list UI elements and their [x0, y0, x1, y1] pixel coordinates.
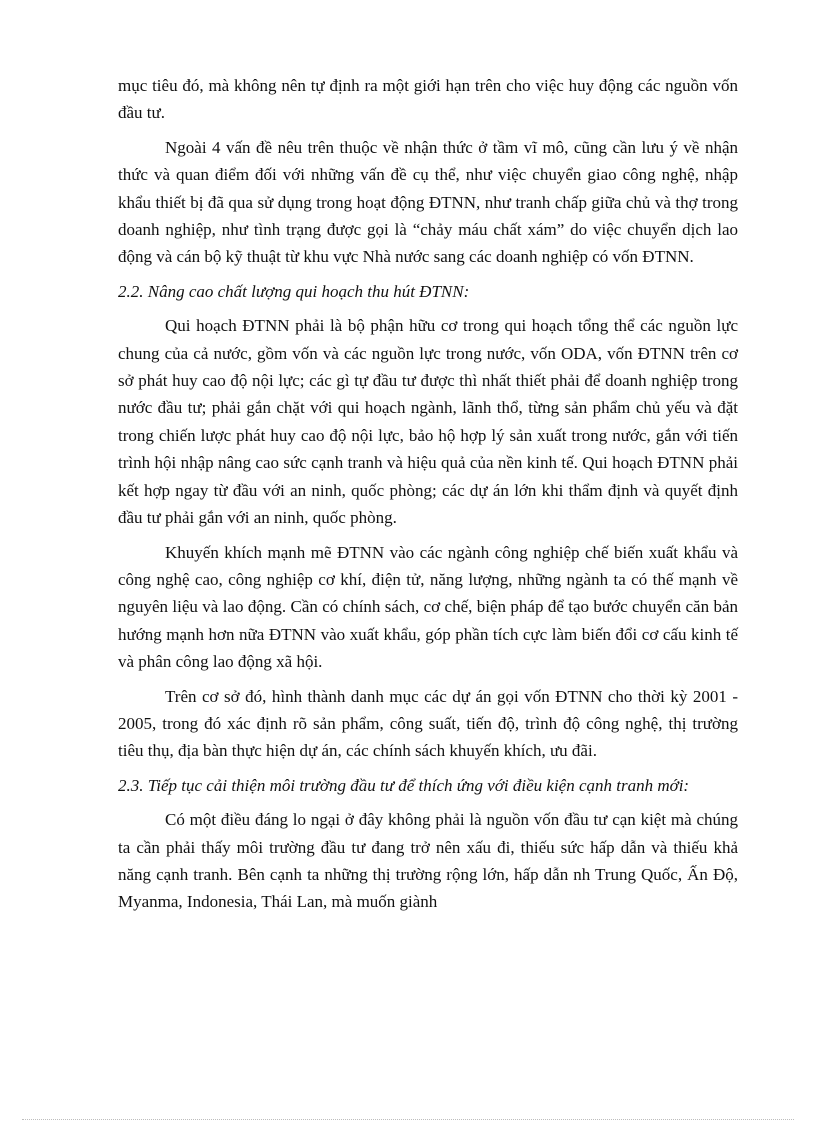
- paragraph-encouragement: Khuyến khích mạnh mẽ ĐTNN vào các ngành công nghiệp chế biến xuất khẩu và công nghệ cao, công nghiệp cơ khí, điện tử, năng lượng, những ngành ta có thế mạnh về nguyên liệu và lao động. Cần có chính sách, cơ chế, biện pháp để tạo bước chuyển căn bản hướng mạnh hơn nữa ĐTNN vào xuất khẩu, góp phần tích cực làm biến đổi cơ cấu kinh tế và phân công lao động xã hội.: [118, 542, 738, 672]
- section-heading-2-2: 2.2. Nâng cao chất lượng qui hoạch thu hút ĐTNN:: [118, 281, 470, 301]
- paragraph-project-list: Trên cơ sở đó, hình thành danh mục các dự án gọi vốn ĐTNN cho thời kỳ 2001 - 2005, trong đó xác định rõ sản phẩm, công suất, tiến độ, trình độ công nghệ, thị trường tiêu thụ, địa bàn thực hiện dự án, các chính sách khuyến khích, ưu đãi.: [118, 686, 738, 761]
- page-bottom-rule: [22, 1119, 794, 1120]
- paragraph-continuation: mục tiêu đó, mà không nên tự định ra một giới hạn trên cho việc huy động các nguồn vốn đầu tư.: [118, 76, 738, 123]
- document-body: [118, 72, 738, 923]
- paragraph-awareness: Ngoài 4 vấn đề nêu trên thuộc về nhận thức ở tầm vĩ mô, cũng cần lưu ý về nhận thức và quan điểm đối với những vấn đề cụ thể, như việc chuyển giao công nghệ, nhập khẩu thiết bị đã qua sử dụng trong hoạt động ĐTNN, như tranh chấp giữa chủ và thợ trong doanh nghiệp, như tình trạng được gọi là “chảy máu chất xám” do việc chuyển dịch lao động và cán bộ kỹ thuật từ khu vực Nhà nước sang các doanh nghiệp có vốn ĐTNN.: [118, 137, 738, 267]
- paragraph-investment-environment: Có một điều đáng lo ngại ở đây không phải là nguồn vốn đầu tư cạn kiệt mà chúng ta cần phải thấy môi trường đầu tư đang trở nên xấu đi, thiếu sức hấp dẫn và thiếu khả năng cạnh tranh. Bên cạnh ta những thị trường rộng lớn, hấp dẫn nh Trung Quốc, Ấn Độ, Myanma, Indonesia, Thái Lan, mà muốn giành: [118, 810, 738, 912]
- paragraph-planning: Qui hoạch ĐTNN phải là bộ phận hữu cơ trong qui hoạch tổng thể các nguồn lực chung của cả nước, gồm vốn và các nguồn lực trong nước, vốn ODA, vốn ĐTNN trên cơ sở phát huy cao độ nội lực; các gì tự đầu tư được thì nhất thiết phải để doanh nghiệp trong nước đầu tư; phải gắn chặt với qui hoạch ngành, lãnh thổ, từng sản phẩm chủ yếu và đặt trong chiến lược phát huy cao độ nội lực, bảo hộ hợp lý sản xuất trong nước, gắn với tiến trình hội nhập nâng cao sức cạnh tranh và hiệu quả của nền kinh tế. Qui hoạch ĐTNN phải kết hợp ngay từ đầu với an ninh, quốc phòng; các dự án lớn khi thẩm định và quyết định đầu tư phải gắn với an ninh, quốc phòng.: [118, 316, 738, 528]
- section-heading-2-3: 2.3. Tiếp tục cải thiện môi trường đầu tư để thích ứng với điều kiện cạnh tranh mới:: [118, 775, 690, 795]
